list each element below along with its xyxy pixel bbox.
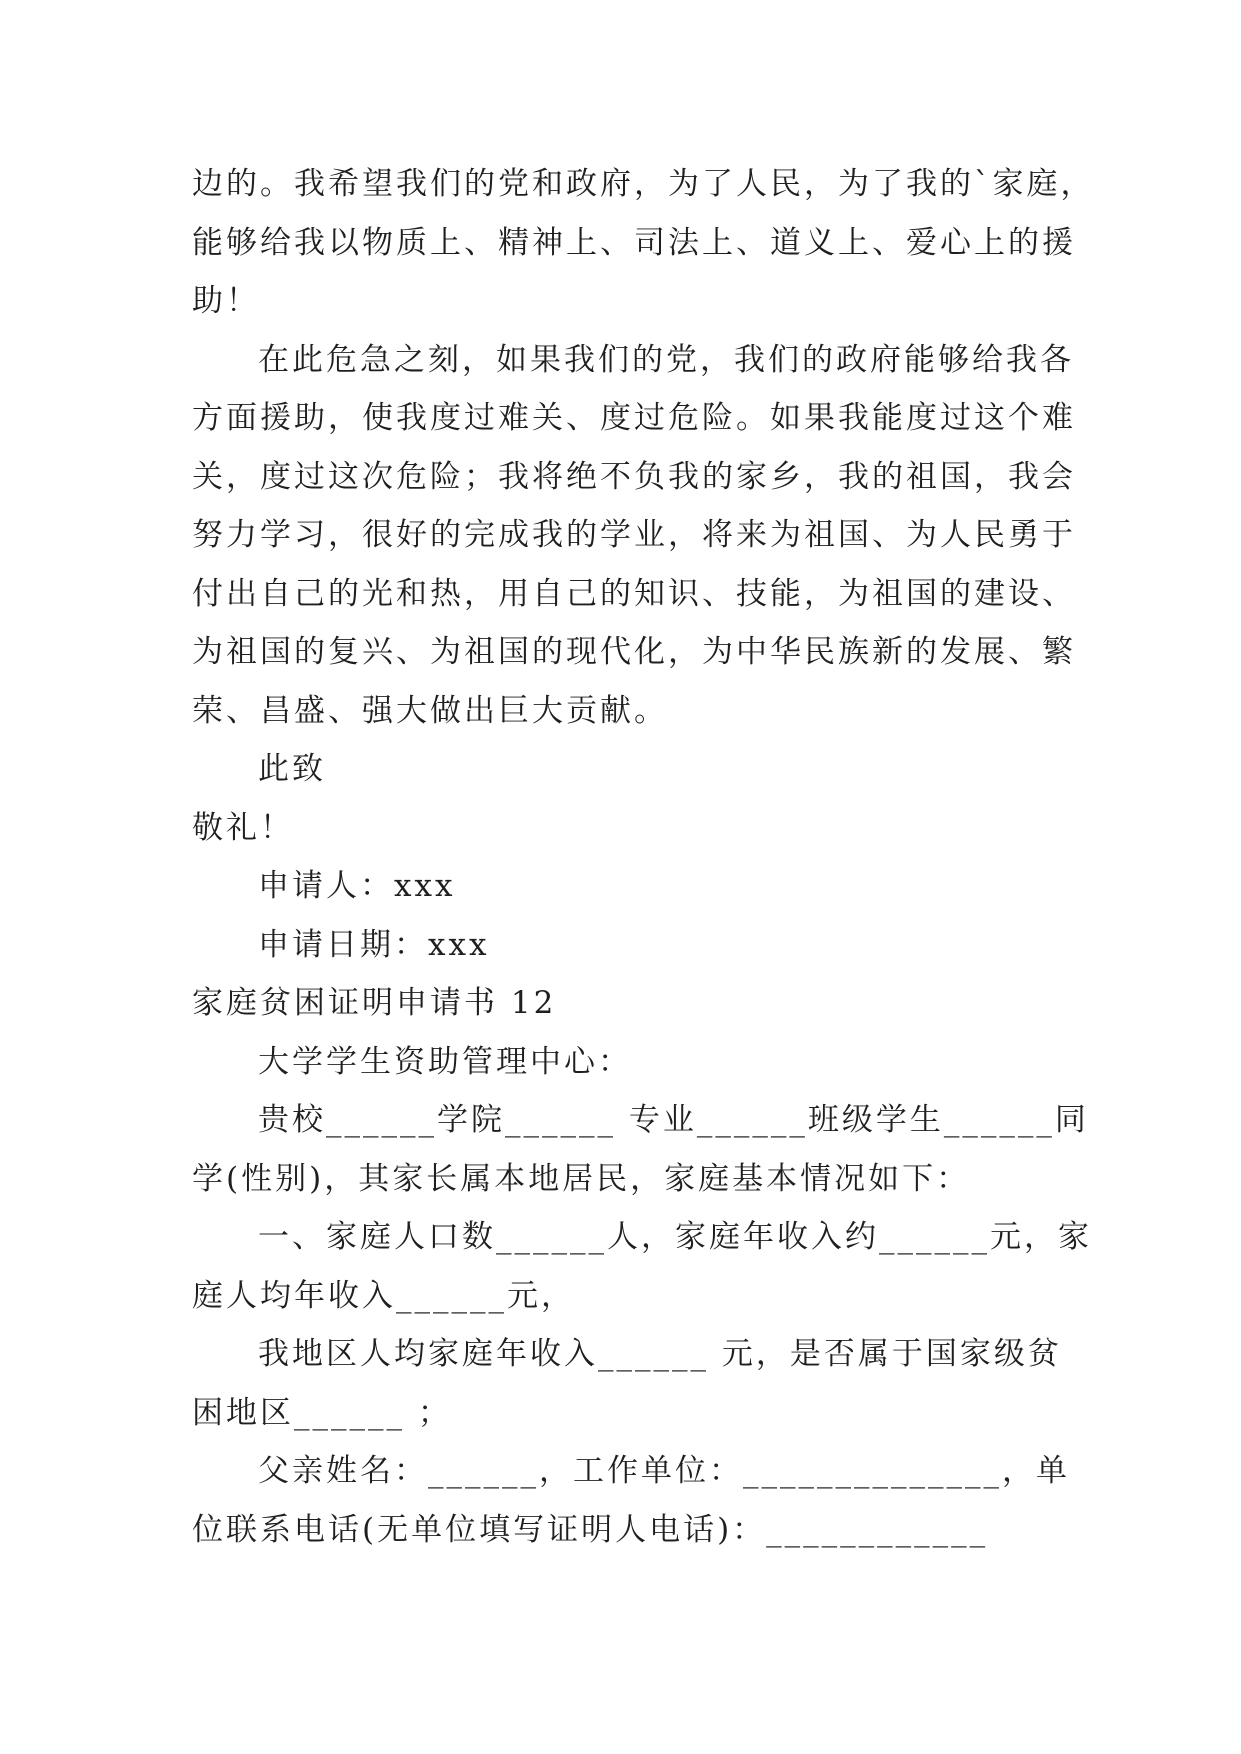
text-line: 位联系电话(无单位填写证明人电话)：____________ (192, 1511, 989, 1548)
text-line: 学(性别)，其家长属本地居民，家庭基本情况如下： (192, 1160, 971, 1197)
text-line: 一、家庭人口数______人，家庭年收入约______元，家 (258, 1219, 1092, 1255)
applicant-name: 申请人：xxx (258, 868, 456, 904)
text-line: 贵校______学院______ 专业______班级学生______同 (258, 1102, 1089, 1138)
text-line: 努力学习，很好的完成我的学业，将来为祖国、为人民勇于 (192, 517, 1076, 553)
text-line: 困地区______ ； (192, 1394, 452, 1431)
application-date: 申请日期：xxx (258, 926, 490, 963)
text-line: 付出自己的光和热，用自己的知识、技能，为祖国的建设、 (192, 575, 1076, 612)
closing-salutation: 此致 (258, 751, 326, 787)
text-line: 父亲姓名：______，工作单位：______________，单 (258, 1453, 1070, 1489)
text-line: 边的。我希望我们的党和政府，为了人民，为了我的`家庭， (192, 166, 1095, 202)
text-line: 荣、昌盛、强大做出巨大贡献。 (192, 692, 668, 729)
text-line: 关，度过这次危险；我将绝不负我的家乡，我的祖国，我会 (192, 458, 1076, 495)
text-line: 庭人均年收入______元， (192, 1277, 575, 1314)
document-body (192, 155, 1095, 1559)
addressee: 大学学生资助管理中心： (258, 1043, 632, 1080)
text-line: 方面援助，使我度过难关、度过危险。如果我能度过这个难 (192, 400, 1076, 436)
closing-respect: 敬礼！ (192, 809, 294, 846)
text-line: 我地区人均家庭年收入______ 元，是否属于国家级贫 (258, 1336, 1062, 1372)
text-line: 能够给我以物质上、精神上、司法上、道义上、爱心上的援 (192, 224, 1076, 261)
text-line: 为祖国的复兴、为祖国的现代化，为中华民族新的发展、繁 (192, 634, 1076, 670)
section-title: 家庭贫困证明申请书 12 (192, 985, 557, 1021)
text-line: 在此危急之刻，如果我们的党，我们的政府能够给我各 (258, 341, 1074, 378)
text-line: 助！ (192, 283, 260, 319)
